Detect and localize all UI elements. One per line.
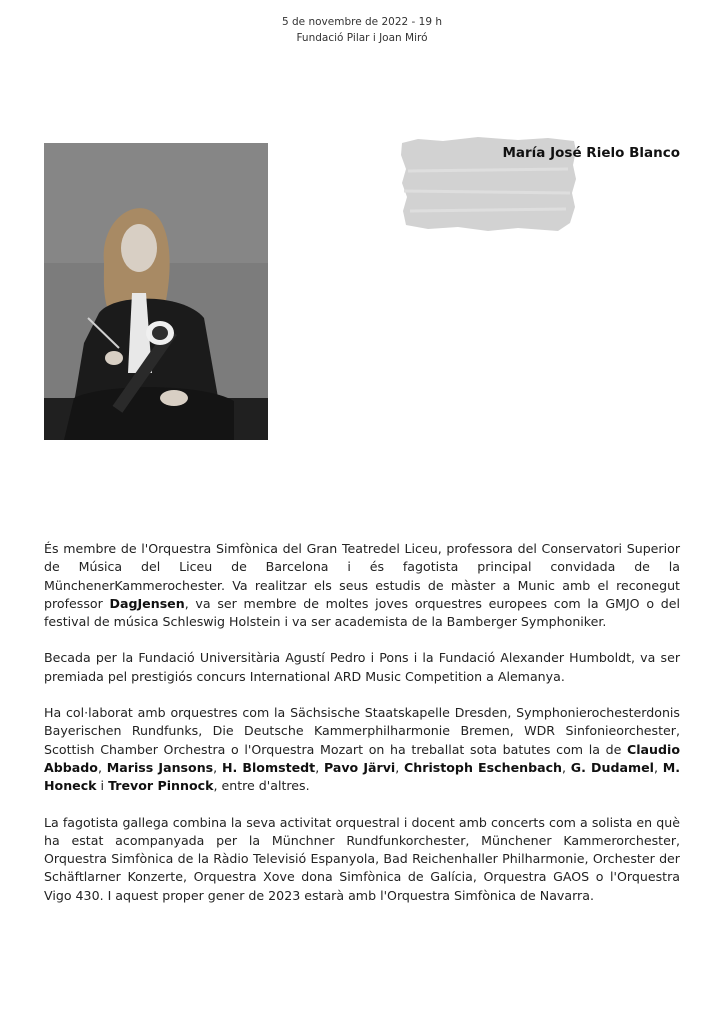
conductor-name: M. Honeck [44,759,681,794]
artist-photo [44,143,268,440]
bio-separator: i [96,778,109,794]
conductor-name: G. Dudamel [570,759,654,775]
conductor-name: Mariss Jansons [106,759,214,775]
conductor-name: Trevor Pinnock [108,778,214,794]
artist-biography [44,540,680,923]
bio-text: , va ser membre de moltes joves orquestres europees com la GMJO o del festival de música Schleswig Holstein i va ser academista de la Bamberger Symphoniker. [44,595,680,630]
bio-highlight-name: DagJensen [109,595,185,611]
bio-separator: , [213,759,222,775]
conductor-name: H. Blomstedt [221,759,316,775]
conductor-name: Christoph Eschenbach [404,759,563,775]
bio-separator: , [562,759,571,775]
bio-paragraph [44,540,680,631]
bio-paragraph: Becada per la Fundació Universitària Agustí Pedro i Pons i la Fundació Alexander Humboldt, va ser premiada pel prestigiós concurs International ARD Music Competition a Alemanya. [44,650,680,684]
artist-photo-illustration [44,143,268,440]
bio-text: , entre d'altres. [213,778,310,794]
conductor-name: Claudio Abbado [44,741,680,775]
bio-paragraph: La fagotista gallega combina la seva activitat orquestral i docent amb concerts com a solista en què ha estat acompanyada per la Münchner Rundfunkorchester, Münchener Kammerorchester, Orquestra Simfònica de la Ràdio Televisió Espanyola, Bad Reichenhaller Philharmonie, Orchester der Schäftlarner Konzerte, Orquestra Xove dona Simfònica de Galícia, Orquestra GAOS o l'Orquestra Vigo 430. I aquest proper gener de 2023 estarà amb l'Orquestra Simfònica de Navarra. [44,814,680,903]
bio-paragraph [44,704,680,795]
event-header [0,14,724,46]
bio-separator: , [97,759,107,775]
bio-separator: , [395,759,405,775]
event-venue: Fundació Pilar i Joan Miró [296,32,428,44]
bio-separator: , [653,759,663,775]
bio-separator: , [315,759,324,775]
conductor-name: Pavo Järvi [323,759,396,775]
bio-text: Ha col·laborat amb orquestres com la Sächsische Staatskapelle Dresden, Symphonierochesterdonis Bayerischen Rundfunks, Die Deutsche Kammerphilharmonie Bremen, WDR Sinfonieorchester, Scottish Chamber Orchestra o l'Orquestra Mozart on ha treballat sota batutes com la de [44,705,680,757]
bio-text: És membre de l'Orquestra Simfònica del Gran Teatredel Liceu, professora del Conservatori Superior de Música del Liceu de Barcelona i és fagotista principal convidada de la MünchenerKammerochester. Va realitzar els seus estudis de màster a Munic amb el reconegut professor [44,541,680,611]
artist-name: María José Rielo Blanco [502,145,680,161]
event-date: 5 de novembre de 2022 - 19 h [281,16,442,28]
